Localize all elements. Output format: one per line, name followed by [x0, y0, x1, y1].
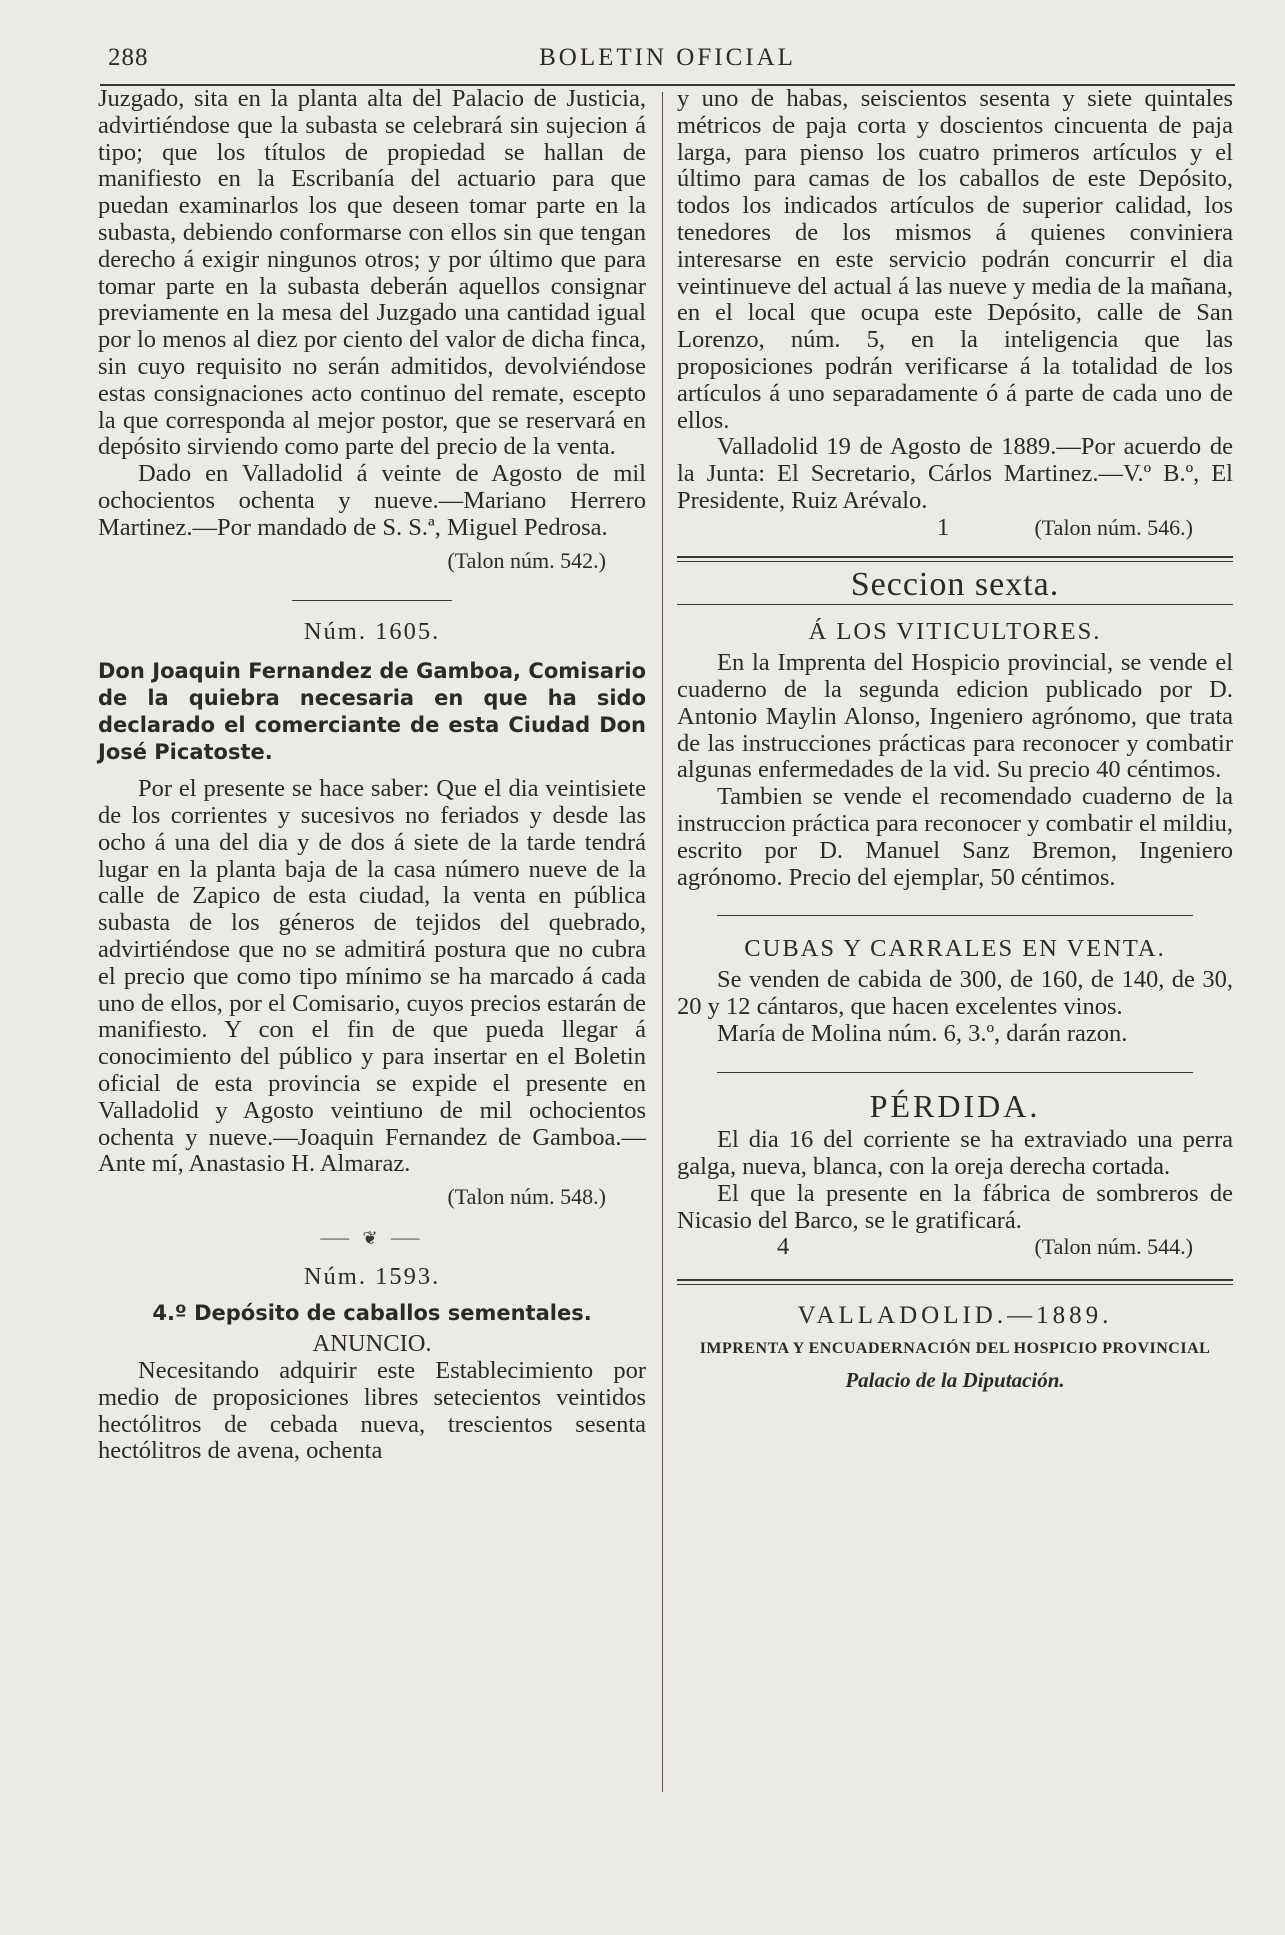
notice-body-1593: Necesitando adquirir este Establecimiento por medio de proposiciones libres setecientos veintidos hectólitros de cebada nueva, trescientos sesenta hectólitros de avena, ochenta	[98, 1357, 646, 1465]
cubas-paragraph-2: María de Molina núm. 6, 3.º, darán razon.	[717, 1019, 1128, 1047]
notice-number-1605: Núm. 1605.	[303, 618, 441, 646]
page-number: 288	[108, 44, 149, 71]
continued-paragraph: Juzgado, sita en la planta alta del Palacio de Justicia, advirtiéndose que la subasta se celebrará sin sujecion á tipo; que los títulos de propiedad se hallan de manifiesto en la Escribanía del actuario para que puedan examinarlos los que deseen tomar parte en la subasta, debiendo conformarse con ellos sin que tengan derecho á exigir ningunos otros; y por último que para tomar parte en la subasta deberán aquellos consignar previamente en la mesa del Juzgado una cantidad igual por lo menos al diez por ciento del valor de dicha finca, sin cuyo requisito no serán admitidos, devolviéndose estas consignaciones acto continuo del remate, escepto la que corresponda al mejor postor, que se reservará en depósito sirviendo como parte del precio de la venta.	[98, 85, 646, 461]
continued-closing: Dado en Valladolid á veinte de Agosto de mil ochocientos ochenta y nueve.—Mariano Herrero Martinez.—Por mandado de S. S.ª, Miguel Pedrosa.	[98, 460, 646, 541]
perdida-paragraph-2: El que la presente en la fábrica de sombreros de Nicasio del Barco, se le gratificará.	[677, 1179, 1233, 1234]
viticultores-title: Á LOS VITICULTORES.	[808, 618, 1102, 646]
notice-body-1605: Por el presente se hace saber: Que el dia veintisiete de los corrientes y sucesivos no feriados y desde las ocho á una del dia y de dos á siete de la tarde tendrá lugar en la planta baja de la casa número nueve de la calle de Zapico de esta ciudad, la venta en pública subasta de los géneros de tejidos del quebrado, advirtiéndose que no se admitirá postura que no cubra el precio que como tipo mínimo se ha marcado á cada uno de ellos, por el Comisario, cuyos precios estarán de manifiesto. Y con el fin de que pueda llegar á conocimiento del público y para insertar en el Boletin oficial de esta provincia se expide el presente en Valladolid y Agosto veintiuno de mil ochocientos ochenta y nueve.—Joaquin Fernandez de Gamboa.—Ante mí, Anastasio H. Almaraz.	[98, 775, 646, 1178]
talon-row-546	[677, 515, 1233, 542]
notice-heading-1605: Don Joaquin Fernandez de Gamboa, Comisario de la quiebra necesaria en que ha sido declarado el comerciante de esta Ciudad Don José Picatoste.	[98, 659, 646, 765]
cubas-title: CUBAS Y CARRALES EN VENTA.	[744, 935, 1166, 963]
separator-rule	[717, 915, 1193, 916]
separator-rule	[717, 1072, 1193, 1073]
viticultores-paragraph-1: En la Imprenta del Hospicio provincial, se vende el cuaderno de la segunda edicion publicado por D. Antonio Maylin Alonso, Ingeniero agrónomo, que trata de las instrucciones prácticas para reconocer y combatir algunas enfermedades de la vid. Su precio 40 céntimos.	[677, 649, 1233, 784]
talon-row-544	[677, 1234, 1233, 1261]
journal-title: BOLETIN OFICIAL	[539, 44, 796, 71]
imprint-place: Palacio de la Diputación.	[845, 1367, 1065, 1392]
imprint-city: VALLADOLID.—1889.	[797, 1302, 1113, 1330]
right-column	[677, 86, 1233, 1394]
section-double-rule	[677, 556, 1233, 562]
cubas-paragraph-1: Se venden de cabida de 300, de 160, de 140, de 30, 20 y 12 cántaros, que hacen excelentes vinos.	[677, 966, 1233, 1020]
notice-body-1593-continued: y uno de habas, seiscientos sesenta y siete quintales métricos de paja corta y doscientos cincuenta de paja larga, para pienso los cuatro primeros artículos y el último para camas de los caballos de este Depósito, todos los indicados artículos de superior calidad, los tenedores de los mismos á quienes conviniera interesarse en este servicio podrán concurrir el dia veintinueve del actual á las nueve y media de la mañana, en el local que ocupa este Depósito, calle de San Lorenzo, núm. 5, en la inteligencia que las proposiciones podrán verificarse á la totalidad de los artículos á uno separadamente ó á parte de cada uno de ellos.	[677, 85, 1233, 434]
perdida-title: PÉRDIDA.	[869, 1087, 1041, 1124]
section-rule	[677, 604, 1233, 605]
column-divider	[662, 92, 663, 1792]
talon-546: (Talon núm. 546.)	[1034, 514, 1193, 540]
section-title: Seccion sexta.	[850, 565, 1060, 603]
page-header	[100, 44, 1235, 86]
left-column	[98, 86, 646, 1465]
viticultores-paragraph-2: Tambien se vende el recomendado cuaderno de la instruccion práctica para reconocer y combatir el mildiu, escrito por D. Manuel Sanz Bremon, Ingeniero agrónomo. Precio del ejemplar, 50 céntimos.	[677, 783, 1233, 891]
notice-number-1593: Núm. 1593.	[303, 1262, 441, 1290]
notice-closing-1593: Valladolid 19 de Agosto de 1889.—Por acuerdo de la Junta: El Secretario, Cárlos Martinez.—V.º B.º, El Presidente, Ruiz Arévalo.	[677, 433, 1233, 514]
anuncio-label: ANUNCIO.	[312, 1330, 432, 1358]
notice-heading-1593: 4.º Depósito de caballos sementales.	[152, 1301, 592, 1326]
ornamental-divider: ⸺ ❦ ⸺	[319, 1227, 425, 1248]
imprint-press: IMPRENTA Y ENCUADERNACIÓN DEL HOSPICIO PROVINCIAL	[699, 1340, 1211, 1358]
mark-4: 4	[777, 1233, 790, 1261]
talon-542: (Talon núm. 542.)	[447, 547, 606, 573]
footer-double-rule	[677, 1279, 1233, 1285]
talon-548: (Talon núm. 548.)	[447, 1184, 606, 1210]
mark-1: 1	[937, 513, 950, 541]
separator-rule	[292, 600, 452, 601]
talon-544: (Talon núm. 544.)	[1034, 1234, 1193, 1260]
perdida-paragraph-1: El dia 16 del corriente se ha extraviado una perra galga, nueva, blanca, con la oreja derecha cortada.	[677, 1126, 1233, 1181]
